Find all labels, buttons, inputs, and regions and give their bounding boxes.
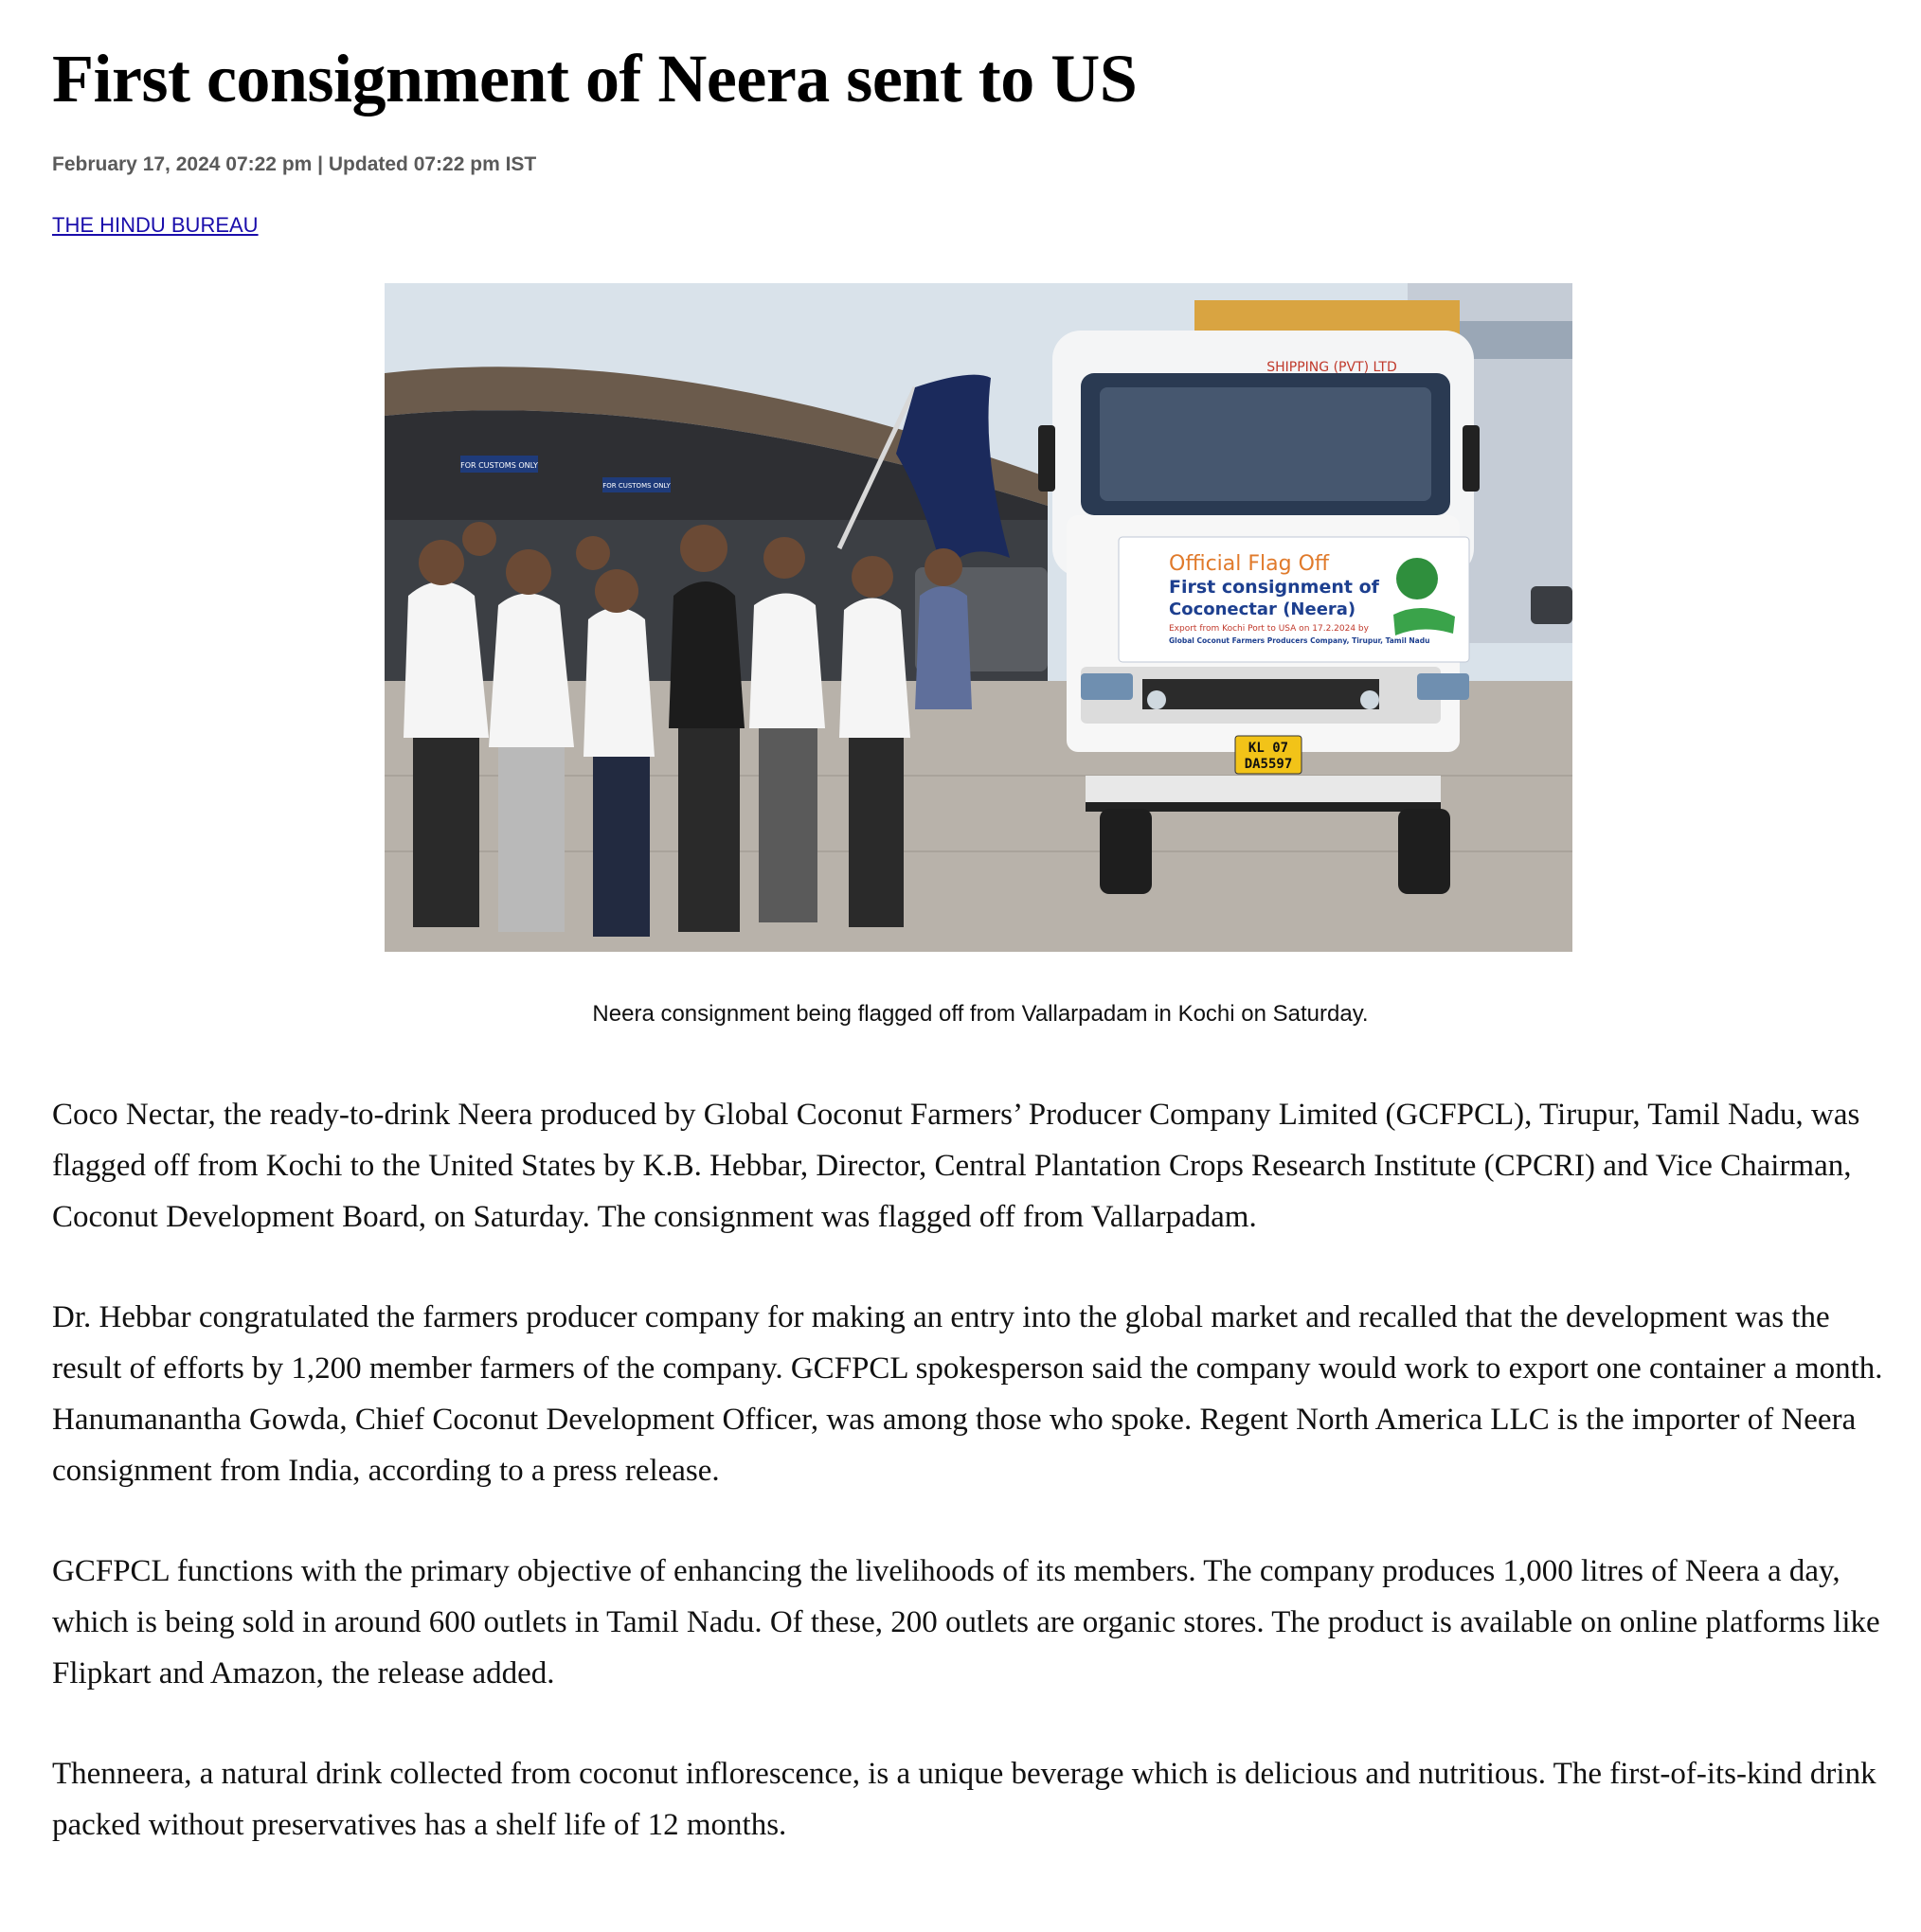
paragraph: Thenneera, a natural drink collected from coconut inflorescence, is a unique beverage which is delicious and nutritious. The first-of-its-kind drink packed without preservatives has a shelf life of 12 months. [52,1757,1876,1842]
truck-brand: SHIPPING (PVT) LTD [1266,360,1397,375]
banner-line-1: Official Flag Off [1169,552,1330,576]
plate-line-1: KL 07 [1248,741,1289,756]
lead-photo [385,283,1572,952]
author-link[interactable]: THE HINDU BUREAU [52,213,259,237]
photo-caption: Neera consignment being flagged off from Vallarpadam in Kochi on Saturday. [592,1001,1369,1027]
customs-sign-2: FOR CUSTOMS ONLY [602,482,671,490]
banner-line-4: Export from Kochi Port to USA on 17.2.2024 by [1169,624,1369,634]
paragraph: GCFPCL functions with the primary objective of enhancing the livelihoods of its members. The company produces 1,000 litres of Neera a day, which is being sold in around 600 outlets in Tamil Nadu. Of these, 200 outlets are organic stores. The product is available on online platforms like Flipkart and Amazon, the release added. [52,1554,1880,1690]
byline [52,212,1909,239]
customs-sign-1: FOR CUSTOMS ONLY [460,461,538,470]
banner-line-5: Global Coconut Farmers Producers Company, Tirupur, Tamil Nadu [1169,636,1430,645]
plate-line-2: DA5597 [1244,757,1293,772]
paragraph: Coco Nectar, the ready-to-drink Neera produced by Global Coconut Farmers’ Producer Company Limited (GCFPCL), Tirupur, Tamil Nadu, was flagged off from Kochi to the United States by K.B. Hebbar, Director, Central Plantation Crops Research Institute (CPCRI) and Vice Chairman, Coconut Development Board, on Saturday. The consignment was flagged off from Vallarpadam. [52,1098,1860,1234]
article [52,0,1909,1842]
banner-line-2: First consignment of [1169,577,1379,598]
article-body [52,1089,1904,1900]
paragraph: Dr. Hebbar congratulated the farmers producer company for making an entry into the global market and recalled that the development was the result of efforts by 1,200 member farmers of the company. GCFPCL spokesperson said the company would work to export one container a month. Hanumanantha Gowda, Chief Coconut Development Officer, was among those who spoke. Regent North America LLC is the importer of Neera consignment from India, according to a press release. [52,1300,1883,1488]
banner-line-3: Coconectar (Neera) [1169,599,1356,619]
headline: First consignment of Neera sent to US [52,41,1138,116]
dateline: February 17, 2024 07:22 pm | Updated 07:22 pm IST [52,153,537,175]
